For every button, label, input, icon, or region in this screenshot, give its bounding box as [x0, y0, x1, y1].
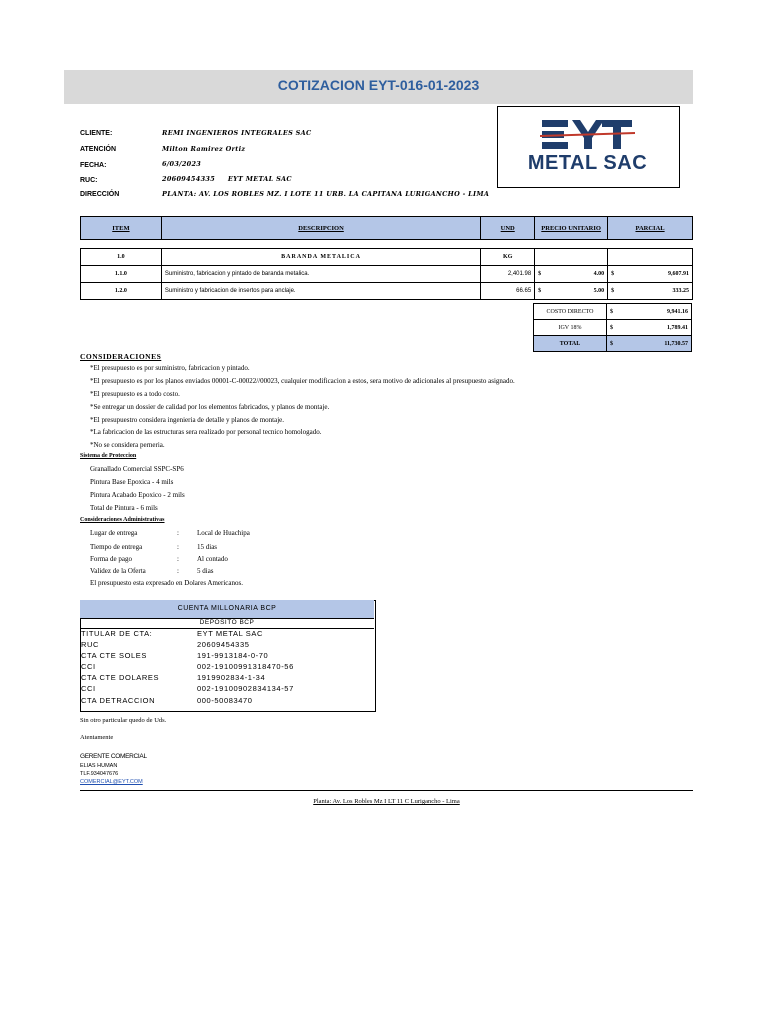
consideracion-item: *El presupuestro considera ingenieria de detalle y planos de montaje.: [90, 416, 284, 424]
admin-sep: :: [177, 543, 179, 551]
signature-email-link[interactable]: COMERCIAL@EYT.COM: [80, 779, 143, 785]
spacer-row: [81, 240, 693, 249]
row-und: 2,401.98: [481, 266, 535, 283]
admin-note: El presupuesto esta expresado en Dolares Americanos.: [90, 579, 243, 587]
row-precio: [535, 266, 608, 283]
cliente-value: REMI INGENIEROS INTEGRALES SAC: [162, 129, 312, 137]
admin-label: Lugar de entrega: [90, 529, 138, 537]
administrativas-title: Consideraciones Administrativas: [80, 517, 165, 523]
costo-directo-label: COSTO DIRECTO: [534, 304, 607, 320]
eyt-logo-icon: [540, 118, 635, 152]
direccion-label: DIRECCIÓN: [80, 191, 120, 198]
bank-value: EYT METAL SAC: [197, 629, 264, 638]
bank-label: RUC: [81, 640, 100, 649]
costo-directo-value: $ 9,941.16: [607, 304, 692, 320]
table-row: [81, 283, 693, 300]
consideracion-item: *El presupuesto es por suministro, fabricacion y pintado.: [90, 364, 250, 372]
summary-row: [534, 304, 692, 320]
row-precio-currency: $: [538, 271, 542, 277]
bank-label: CTA DETRACCION: [81, 696, 156, 705]
admin-value: Al contado: [197, 555, 228, 563]
table-row: [81, 266, 693, 283]
summary-table: [533, 303, 692, 352]
row-und: 66.65: [481, 283, 535, 300]
row-precio: [535, 283, 608, 300]
group-und: KG: [481, 249, 535, 266]
bank-value: 000-50083470: [197, 696, 253, 705]
row-parcial-value: 333.25: [672, 288, 689, 294]
col-und-header: UND: [481, 217, 535, 240]
admin-value: Local de Huachipa: [197, 529, 250, 537]
group-row: [81, 249, 693, 266]
bank-label: CCI: [81, 684, 96, 693]
footer-address: Planta: Av. Los Robles Mz I LT 11 C Lurigancho - Lima: [313, 798, 460, 805]
consideracion-item: *El presupuesto es a todo costo.: [90, 390, 180, 398]
consideracion-item: *El presupuesto es por los planos enviados 00001-C-00022//00023, cualquier modificacion a estos, sera motivo de adicionales al presupuesto asignado.: [90, 377, 515, 385]
row-parcial: [608, 283, 693, 300]
cliente-label: CLIENTE:: [80, 130, 113, 137]
consideraciones-title: CONSIDERACIONES: [80, 352, 162, 361]
admin-label: Tiempo de entrega: [90, 543, 143, 551]
col-precio-header: PRECIO UNITARIO: [535, 217, 608, 240]
proteccion-item: Total de Pintura - 6 mils: [90, 504, 158, 512]
closing-line: Sin otro particular quedo de Uds.: [80, 717, 167, 724]
bank-value: 002-19100991318470-56: [197, 662, 294, 671]
summary-row: [534, 336, 692, 352]
bank-label: CTA CTE SOLES: [81, 651, 148, 660]
bank-subtitle: DEPOSITO BCP: [80, 618, 374, 629]
row-descripcion: Suministro y fabricacion de insertos para anclaje.: [161, 283, 480, 300]
document-title: COTIZACION EYT-016-01-2023: [277, 77, 480, 93]
consideracion-item: *No se considera perneria.: [90, 441, 165, 449]
consideracion-item: *La fabricacion de las estructuras sera realizado por personal tecnico homologado.: [90, 428, 322, 436]
total-label: TOTAL: [534, 336, 607, 352]
bank-value: 20609454335: [197, 640, 250, 649]
proteccion-item: Granallado Comercial SSPC-SP6: [90, 465, 184, 473]
bank-value: 191-9913184-0-70: [197, 651, 269, 660]
row-item: 1.1.0: [81, 266, 162, 283]
row-item: 1.2.0: [81, 283, 162, 300]
igv-label: IGV 18%: [534, 320, 607, 336]
fecha-value: 6/03/2023: [162, 160, 202, 168]
fecha-label: FECHA:: [80, 162, 107, 169]
footer-divider: [80, 790, 693, 791]
atencion-label: ATENCIÓN: [80, 146, 117, 153]
group-item: 1.0: [81, 249, 162, 266]
admin-label: Forma de pago: [90, 555, 132, 563]
bank-value: 1919902834-1-34: [197, 673, 266, 682]
col-item-header: ITEM: [81, 217, 162, 240]
proteccion-item: Pintura Acabado Epoxico - 2 mils: [90, 491, 185, 499]
consideracion-item: *Se entregar un dossier de calidad por los elementos fabricados, y planos de montaje.: [90, 403, 330, 411]
row-parcial-value: 9,607.91: [668, 271, 689, 277]
row-parcial-currency: $: [611, 271, 615, 277]
bank-title: CUENTA MILLONARIA BCP: [80, 600, 374, 619]
row-descripcion: Suministro, fabricacion y pintado de baranda metalica.: [161, 266, 480, 283]
row-precio-value: 5.00: [593, 288, 605, 294]
admin-sep: :: [177, 529, 179, 537]
direccion-value: PLANTA: AV. LOS ROBLES MZ. I LOTE 11 URB. LA CAPITANA LURIGANCHO - LIMA: [162, 190, 490, 198]
proteccion-title: Sistema de Proteccion: [80, 453, 137, 459]
igv-value: $ 1,789.41: [607, 320, 692, 336]
bank-label: TITULAR DE CTA:: [81, 629, 153, 638]
closing-greeting: Atentamente: [80, 734, 114, 741]
col-parcial-header: PARCIAL: [608, 217, 693, 240]
proteccion-item: Pintura Base Epoxica - 4 mils: [90, 478, 174, 486]
col-descripcion-header: DESCRIPCION: [161, 217, 480, 240]
signature-role: GERENTE COMERCIAL: [80, 753, 147, 760]
ruc-label: RUC:: [80, 177, 98, 184]
admin-sep: :: [177, 567, 179, 575]
items-table: [80, 216, 693, 300]
bank-label: CCI: [81, 662, 96, 671]
row-parcial: [608, 266, 693, 283]
signature-name: ELIAS HUMAN: [80, 763, 118, 769]
logo-text: METAL SAC: [527, 152, 648, 174]
bank-value: 002-19100902834134-57: [197, 684, 294, 693]
table-header-row: [81, 217, 693, 240]
admin-label: Validez de la Oferta: [90, 567, 146, 575]
ruc-value: 20609454335 EYT METAL SAC: [162, 175, 292, 183]
summary-row: [534, 320, 692, 336]
row-precio-value: 4.00: [593, 271, 605, 277]
admin-sep: :: [177, 555, 179, 563]
signature-phone: TLF.934047676: [80, 771, 119, 777]
total-value: $ 11,730.57: [607, 336, 692, 352]
admin-value: 5 dias: [197, 567, 214, 575]
atencion-value: Milton Ramirez Ortiz: [162, 145, 246, 153]
row-parcial-currency: $: [611, 288, 615, 294]
row-precio-currency: $: [538, 288, 542, 294]
group-descripcion: BARANDA METALICA: [161, 249, 480, 266]
admin-value: 15 dias: [197, 543, 218, 551]
bank-label: CTA CTE DOLARES: [81, 673, 160, 682]
